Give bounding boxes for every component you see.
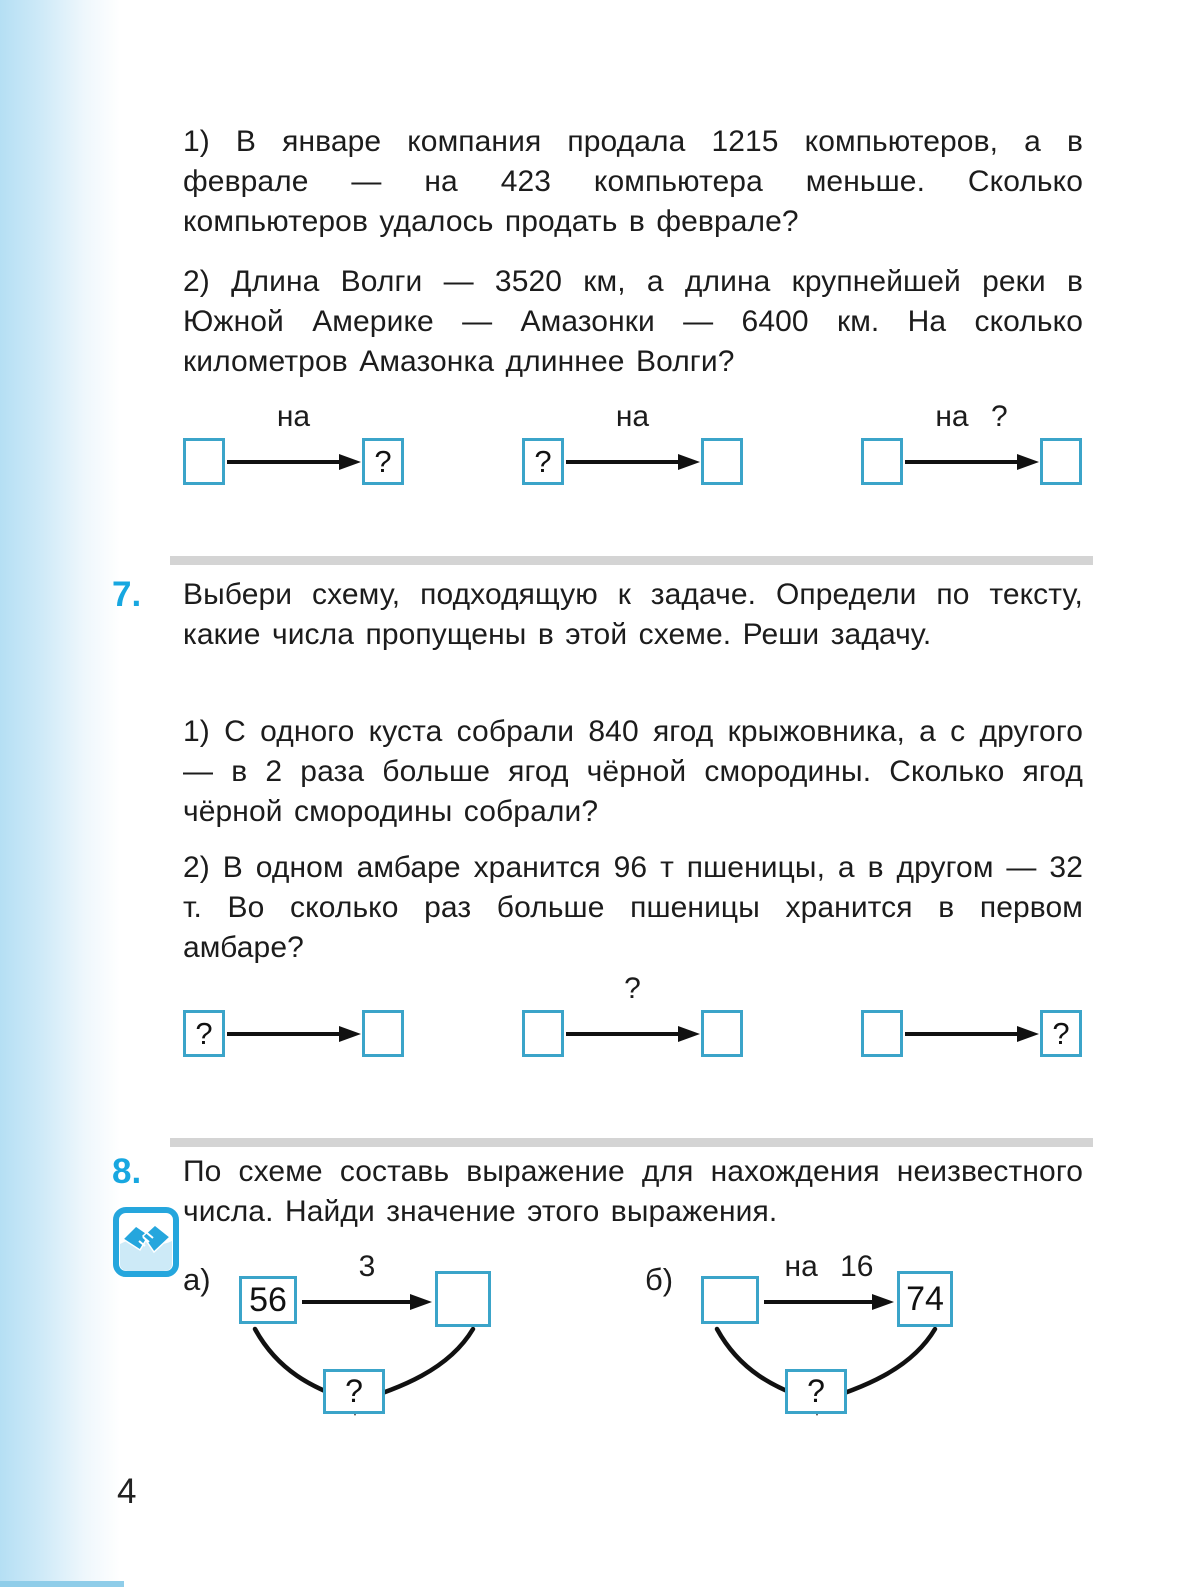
scheme-arrow: [225, 400, 362, 485]
scheme-box: [861, 438, 903, 485]
scheme-box: ?: [183, 1010, 225, 1057]
task-7-problem-1: 1) С одного куста собрали 840 ягод крыжовника, а с другого — в 2 раза больше ягод чёрной смородины. Сколько ягод чёрной смородины собрали?: [183, 715, 1083, 828]
arrow-label: ?: [624, 972, 641, 1005]
scheme-a-label: а): [183, 1262, 211, 1297]
task-8-number: 8.: [112, 1152, 142, 1191]
scheme-box: ?: [522, 438, 564, 485]
arrow-icon: [762, 1292, 895, 1312]
scheme-box: ?: [323, 1369, 385, 1414]
scheme-box: [183, 438, 225, 485]
scheme-2-2: [522, 972, 743, 1057]
page-left-gradient-strip: [0, 0, 120, 1581]
task-7-problem-2: 2) В одном амбаре хранится 96 т пшеницы, а в другом — 32 т. Во сколько раз больше пшеницы хранится в первом амбаре?: [183, 851, 1083, 964]
task-8-text: По схеме составь выражение для нахождения неизвестного числа. Найди значение этого выражения.: [183, 1155, 1083, 1228]
scheme-b-label: б): [645, 1262, 674, 1297]
scheme-1-3: [861, 400, 1082, 485]
scheme-box: ?: [362, 438, 404, 485]
page-number: 4: [117, 1472, 137, 1511]
arrow-icon: [564, 452, 701, 472]
arrow-icon: [225, 1024, 362, 1044]
arrow-label: на ?: [935, 400, 1008, 433]
arrow-label: на: [615, 400, 650, 433]
handshake-icon: [112, 1206, 180, 1283]
scheme-box: 74: [897, 1271, 953, 1327]
scheme-box: [435, 1271, 491, 1327]
scheme-box: ?: [785, 1369, 847, 1414]
scheme-box: [861, 1010, 903, 1057]
scheme-box: [1040, 438, 1082, 485]
scheme-box: [701, 1010, 743, 1057]
intro-problem-1: 1) В январе компания продала 1215 компьютеров, а в феврале — на 423 компьютера меньше. Сколько компьютеров удалось продать в феврале?: [183, 125, 1083, 238]
diagram-row-1: [183, 400, 1082, 485]
page-bottom-edge-line: [0, 1581, 124, 1587]
intro-problem-2: 2) Длина Волги — 3520 км, а длина крупнейшей реки в Южной Америке — Амазонки — 6400 км. На сколько километров Амазонка длиннее Волги?: [183, 265, 1083, 378]
arrow-icon: [225, 452, 362, 472]
scheme-2-1: [183, 1010, 404, 1057]
scheme-box: [362, 1010, 404, 1057]
scheme-arrow: [903, 1010, 1040, 1057]
arrow-icon: [903, 452, 1040, 472]
scheme-box: [522, 1010, 564, 1057]
arrow-icon: [564, 1024, 701, 1044]
scheme-box: [701, 1276, 759, 1324]
section-separator: [170, 556, 1093, 565]
task-7-number: 7.: [112, 575, 142, 614]
scheme-box: [701, 438, 743, 485]
task-7-text: Выбери схему, подходящую к задаче. Определи по тексту, какие числа пропущены в этой схеме. Реши задачу.: [183, 578, 1083, 651]
scheme-box: ?: [1040, 1010, 1082, 1057]
scheme-box: 56: [239, 1276, 297, 1324]
task8-scheme-b: [645, 1250, 985, 1426]
arrow-label: на: [276, 400, 311, 433]
section-separator: [170, 1138, 1093, 1147]
arrow-label: 3: [358, 1250, 376, 1283]
scheme-2-3: [861, 1010, 1082, 1057]
diagram-row-2: [183, 972, 1082, 1057]
arrow-label: на 16: [784, 1250, 874, 1283]
scheme-1-1: [183, 400, 404, 485]
scheme-1-2: [522, 400, 743, 485]
task8-scheme-a: [183, 1250, 523, 1426]
scheme-arrow: [903, 400, 1040, 485]
scheme-arrow: [225, 1010, 362, 1057]
scheme-arrow: [564, 400, 701, 485]
arrow-icon: [300, 1292, 433, 1312]
arrow-icon: [903, 1024, 1040, 1044]
scheme-arrow: [564, 972, 701, 1057]
